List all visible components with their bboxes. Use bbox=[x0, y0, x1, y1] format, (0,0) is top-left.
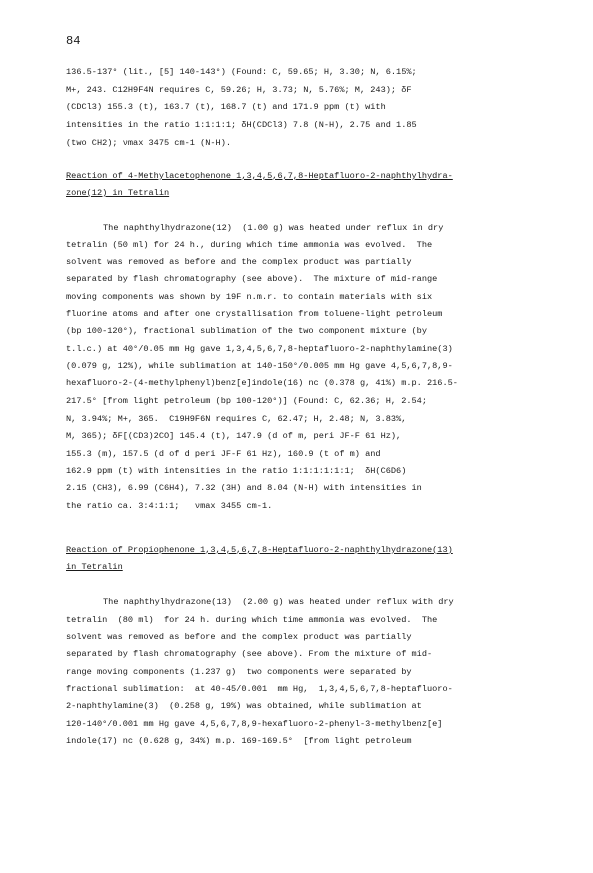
text-line: range moving components (1.237 g) two components were separated by bbox=[66, 667, 412, 677]
text-line: 155.3 (m), 157.5 (d of d peri JF-F 61 Hz), 160.9 (t of m) and bbox=[66, 449, 381, 459]
text-line: separated by flash chromatography (see above). From the mixture of mid- bbox=[66, 649, 433, 659]
section-heading: in Tetralin bbox=[66, 562, 123, 572]
text-line: 217.5° [from light petroleum (bp 100-120°)] (Found: C, 62.36; H, 2.54; bbox=[66, 396, 427, 406]
text-line: M, 365); δF[(CD3)2CO] 145.4 (t), 147.9 (d of m, peri JF-F 61 Hz), bbox=[66, 431, 402, 441]
text-line: 2.15 (CH3), 6.99 (C6H4), 7.32 (3H) and 8.04 (N-H) with intensities in bbox=[66, 483, 422, 493]
text-line: N, 3.94%; M+, 365. C19H9F6N requires C, 62.47; H, 2.48; N, 3.83%, bbox=[66, 414, 407, 424]
text-line: solvent was removed as before and the complex product was partially bbox=[66, 257, 412, 267]
section-heading: Reaction of 4-Methylacetophenone 1,3,4,5,6,7,8-Heptafluoro-2-naphthylhydra- bbox=[66, 171, 453, 181]
text-line: solvent was removed as before and the complex product was partially bbox=[66, 632, 412, 642]
text-line: 136.5-137° (lit., [5] 140-143°) (Found: C, 59.65; H, 3.30; N, 6.15%; bbox=[66, 67, 417, 77]
text-line: hexafluoro-2-(4-methylphenyl)benz[e]indole(16) nc (0.378 g, 41%) m.p. 216.5- bbox=[66, 378, 458, 388]
text-line: tetralin (80 ml) for 24 h. during which time ammonia was evolved. The bbox=[66, 615, 438, 625]
section-heading: zone(12) in Tetralin bbox=[66, 188, 170, 198]
text-line: (CDCl3) 155.3 (t), 163.7 (t), 168.7 (t) and 171.9 ppm (t) with bbox=[66, 102, 386, 112]
text-line: The naphthylhydrazone(12) (1.00 g) was heated under reflux in dry bbox=[103, 223, 444, 233]
text-line: moving components was shown by 19F n.m.r. to contain materials with six bbox=[66, 292, 433, 302]
text-line: (two CH2); νmax 3475 cm-1 (N-H). bbox=[66, 138, 232, 148]
text-line: indole(17) nc (0.628 g, 34%) m.p. 169-169.5° [from light petroleum bbox=[66, 736, 412, 746]
section-heading: Reaction of Propiophenone 1,3,4,5,6,7,8-Heptafluoro-2-naphthylhydrazone(13) bbox=[66, 545, 453, 555]
text-line: 2-naphthylamine(3) (0.258 g, 19%) was obtained, while sublimation at bbox=[66, 701, 422, 711]
text-line: intensities in the ratio 1:1:1:1; δH(CDCl3) 7.8 (N-H), 2.75 and 1.85 bbox=[66, 120, 417, 130]
text-line: 120-140°/0.001 mm Hg gave 4,5,6,7,8,9-hexafluoro-2-phenyl-3-methylbenz[e] bbox=[66, 719, 443, 729]
text-line: 162.9 ppm (t) with intensities in the ratio 1:1:1:1:1:1; δH(C6D6) bbox=[66, 466, 407, 476]
text-line: fluorine atoms and after one crystallisation from toluene-light petroleum bbox=[66, 309, 443, 319]
page-number: 84 bbox=[66, 34, 81, 48]
text-line: The naphthylhydrazone(13) (2.00 g) was heated under reflux with dry bbox=[103, 597, 454, 607]
text-line: (bp 100-120°), fractional sublimation of the two component mixture (by bbox=[66, 326, 427, 336]
text-line: separated by flash chromatography (see above). The mixture of mid-range bbox=[66, 274, 438, 284]
text-line: tetralin (50 ml) for 24 h., during which time ammonia was evolved. The bbox=[66, 240, 433, 250]
text-line: M+, 243. C12H9F4N requires C, 59.26; H, 3.73; N, 5.76%; M, 243); δF bbox=[66, 85, 412, 95]
text-line: t.l.c.) at 40°/0.05 mm Hg gave 1,3,4,5,6,7,8-heptafluoro-2-naphthylamine(3) bbox=[66, 344, 453, 354]
text-line: fractional sublimation: at 40-45/0.001 mm Hg, 1,3,4,5,6,7,8-heptafluoro- bbox=[66, 684, 453, 694]
text-line: the ratio ca. 3:4:1:1; νmax 3455 cm-1. bbox=[66, 501, 273, 511]
text-line: (0.079 g, 12%), while sublimation at 140-150°/0.005 mm Hg gave 4,5,6,7,8,9- bbox=[66, 361, 453, 371]
